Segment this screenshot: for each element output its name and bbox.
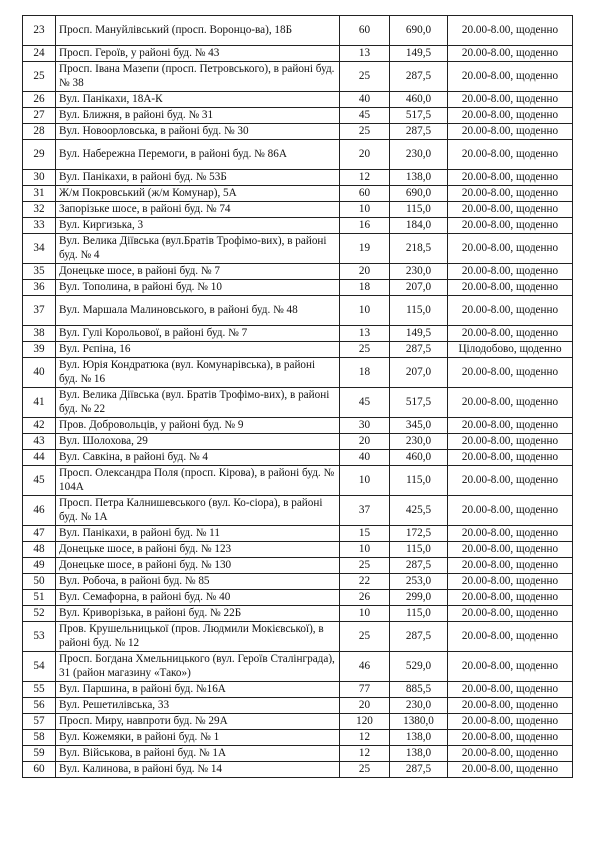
address-cell: Вул. Шолохова, 29: [56, 434, 340, 450]
table-row: [23, 730, 573, 746]
table-row: [23, 140, 573, 170]
table-row: [23, 264, 573, 280]
table-row: [23, 326, 573, 342]
row-number-cell: 43: [23, 434, 56, 450]
table-row: [23, 92, 573, 108]
address-cell: Вул. Савкіна, в районі буд. № 4: [56, 450, 340, 466]
table-row: [23, 434, 573, 450]
table-row: [23, 202, 573, 218]
hours-cell: 20.00-8.00, щоденно: [448, 434, 573, 450]
row-number-cell: 36: [23, 280, 56, 296]
hours-cell: 20.00-8.00, щоденно: [448, 606, 573, 622]
table-row: [23, 418, 573, 434]
address-cell: Вул. Маршала Малиновського, в районі буд. № 48: [56, 296, 340, 326]
row-number-cell: 30: [23, 170, 56, 186]
area-cell: 218,5: [390, 234, 448, 264]
area-cell: 138,0: [390, 730, 448, 746]
places-count-cell: 10: [340, 202, 390, 218]
row-number-cell: 41: [23, 388, 56, 418]
row-number-cell: 32: [23, 202, 56, 218]
address-cell: Вул. Семафорна, в районі буд. № 40: [56, 590, 340, 606]
area-cell: 115,0: [390, 466, 448, 496]
hours-cell: 20.00-8.00, щоденно: [448, 574, 573, 590]
address-cell: Вул. Паршина, в районі буд. №16А: [56, 682, 340, 698]
places-count-cell: 19: [340, 234, 390, 264]
row-number-cell: 60: [23, 762, 56, 778]
parking-locations-table: [22, 15, 573, 778]
row-number-cell: 56: [23, 698, 56, 714]
table-row: [23, 388, 573, 418]
address-cell: Вул. Рєпіна, 16: [56, 342, 340, 358]
hours-cell: 20.00-8.00, щоденно: [448, 218, 573, 234]
places-count-cell: 15: [340, 526, 390, 542]
table-row: [23, 342, 573, 358]
address-cell: Вул. Криворізька, в районі буд. № 22Б: [56, 606, 340, 622]
area-cell: 115,0: [390, 296, 448, 326]
hours-cell: 20.00-8.00, щоденно: [448, 558, 573, 574]
row-number-cell: 31: [23, 186, 56, 202]
address-cell: Вул. Решетилівська, 33: [56, 698, 340, 714]
address-cell: Просп. Миру, навпроти буд. № 29А: [56, 714, 340, 730]
places-count-cell: 10: [340, 296, 390, 326]
hours-cell: 20.00-8.00, щоденно: [448, 16, 573, 46]
table-row: [23, 622, 573, 652]
row-number-cell: 26: [23, 92, 56, 108]
places-count-cell: 45: [340, 388, 390, 418]
table-row: [23, 682, 573, 698]
hours-cell: 20.00-8.00, щоденно: [448, 730, 573, 746]
area-cell: 1380,0: [390, 714, 448, 730]
places-count-cell: 25: [340, 124, 390, 140]
places-count-cell: 40: [340, 450, 390, 466]
hours-cell: 20.00-8.00, щоденно: [448, 326, 573, 342]
area-cell: 690,0: [390, 16, 448, 46]
row-number-cell: 34: [23, 234, 56, 264]
area-cell: 287,5: [390, 124, 448, 140]
row-number-cell: 38: [23, 326, 56, 342]
area-cell: 230,0: [390, 140, 448, 170]
row-number-cell: 45: [23, 466, 56, 496]
address-cell: Вул. Набережна Перемоги, в районі буд. № 86А: [56, 140, 340, 170]
row-number-cell: 33: [23, 218, 56, 234]
hours-cell: 20.00-8.00, щоденно: [448, 280, 573, 296]
places-count-cell: 10: [340, 466, 390, 496]
table-row: [23, 16, 573, 46]
table-row: [23, 218, 573, 234]
area-cell: 184,0: [390, 218, 448, 234]
table-row: [23, 714, 573, 730]
hours-cell: 20.00-8.00, щоденно: [448, 170, 573, 186]
places-count-cell: 26: [340, 590, 390, 606]
hours-cell: 20.00-8.00, щоденно: [448, 418, 573, 434]
hours-cell: 20.00-8.00, щоденно: [448, 388, 573, 418]
area-cell: 172,5: [390, 526, 448, 542]
address-cell: Вул. Тополина, в районі буд. № 10: [56, 280, 340, 296]
table-row: [23, 526, 573, 542]
address-cell: Ж/м Покровський (ж/м Комунар), 5А: [56, 186, 340, 202]
table-row: [23, 170, 573, 186]
area-cell: 115,0: [390, 606, 448, 622]
area-cell: 885,5: [390, 682, 448, 698]
hours-cell: 20.00-8.00, щоденно: [448, 682, 573, 698]
row-number-cell: 57: [23, 714, 56, 730]
row-number-cell: 59: [23, 746, 56, 762]
address-cell: Пров. Крушельницької (пров. Людмили Мокієвської), в районі буд. № 12: [56, 622, 340, 652]
address-cell: Просп. Мануйлівський (просп. Воронцо-ва), 18Б: [56, 16, 340, 46]
area-cell: 287,5: [390, 62, 448, 92]
row-number-cell: 27: [23, 108, 56, 124]
area-cell: 207,0: [390, 280, 448, 296]
places-count-cell: 12: [340, 730, 390, 746]
area-cell: 115,0: [390, 542, 448, 558]
hours-cell: 20.00-8.00, щоденно: [448, 496, 573, 526]
row-number-cell: 50: [23, 574, 56, 590]
row-number-cell: 47: [23, 526, 56, 542]
table-row: [23, 108, 573, 124]
document-page: [22, 15, 572, 778]
table-row: [23, 450, 573, 466]
hours-cell: 20.00-8.00, щоденно: [448, 526, 573, 542]
hours-cell: 20.00-8.00, щоденно: [448, 186, 573, 202]
hours-cell: 20.00-8.00, щоденно: [448, 140, 573, 170]
address-cell: Вул. Панікахи, в районі буд. № 11: [56, 526, 340, 542]
row-number-cell: 23: [23, 16, 56, 46]
row-number-cell: 51: [23, 590, 56, 606]
address-cell: Вул. Юрія Кондратюка (вул. Комунарівська), в районі буд. № 16: [56, 358, 340, 388]
area-cell: 517,5: [390, 108, 448, 124]
area-cell: 287,5: [390, 558, 448, 574]
places-count-cell: 60: [340, 186, 390, 202]
row-number-cell: 58: [23, 730, 56, 746]
places-count-cell: 45: [340, 108, 390, 124]
hours-cell: 20.00-8.00, щоденно: [448, 698, 573, 714]
places-count-cell: 10: [340, 606, 390, 622]
area-cell: 460,0: [390, 92, 448, 108]
address-cell: Просп. Петра Калнишевського (вул. Ко-сіора), в районі буд. № 1А: [56, 496, 340, 526]
row-number-cell: 42: [23, 418, 56, 434]
row-number-cell: 29: [23, 140, 56, 170]
address-cell: Донецьке шосе, в районі буд. № 7: [56, 264, 340, 280]
places-count-cell: 16: [340, 218, 390, 234]
places-count-cell: 40: [340, 92, 390, 108]
area-cell: 529,0: [390, 652, 448, 682]
row-number-cell: 46: [23, 496, 56, 526]
area-cell: 138,0: [390, 746, 448, 762]
address-cell: Вул. Робоча, в районі буд. № 85: [56, 574, 340, 590]
table-row: [23, 186, 573, 202]
hours-cell: 20.00-8.00, щоденно: [448, 466, 573, 496]
table-row: [23, 234, 573, 264]
area-cell: 517,5: [390, 388, 448, 418]
area-cell: 299,0: [390, 590, 448, 606]
address-cell: Просп. Богдана Хмельницького (вул. Героїв Сталінграда), 31 (район магазину «Тако»): [56, 652, 340, 682]
hours-cell: 20.00-8.00, щоденно: [448, 108, 573, 124]
table-row: [23, 46, 573, 62]
hours-cell: 20.00-8.00, щоденно: [448, 542, 573, 558]
table-row: [23, 698, 573, 714]
hours-cell: Цілодобово, щоденно: [448, 342, 573, 358]
places-count-cell: 20: [340, 140, 390, 170]
area-cell: 149,5: [390, 46, 448, 62]
address-cell: Донецьке шосе, в районі буд. № 123: [56, 542, 340, 558]
hours-cell: 20.00-8.00, щоденно: [448, 62, 573, 92]
row-number-cell: 48: [23, 542, 56, 558]
table-row: [23, 762, 573, 778]
area-cell: 425,5: [390, 496, 448, 526]
places-count-cell: 46: [340, 652, 390, 682]
hours-cell: 20.00-8.00, щоденно: [448, 450, 573, 466]
area-cell: 690,0: [390, 186, 448, 202]
row-number-cell: 55: [23, 682, 56, 698]
row-number-cell: 40: [23, 358, 56, 388]
area-cell: 230,0: [390, 264, 448, 280]
hours-cell: 20.00-8.00, щоденно: [448, 46, 573, 62]
address-cell: Вул. Ближня, в районі буд. № 31: [56, 108, 340, 124]
places-count-cell: 12: [340, 746, 390, 762]
table-row: [23, 746, 573, 762]
area-cell: 149,5: [390, 326, 448, 342]
address-cell: Вул. Киргизька, 3: [56, 218, 340, 234]
address-cell: Вул. Панікахи, в районі буд. № 53Б: [56, 170, 340, 186]
table-row: [23, 542, 573, 558]
address-cell: Вул. Велика Діївська (вул.Братів Трофімо-вих), в районі буд. № 4: [56, 234, 340, 264]
row-number-cell: 54: [23, 652, 56, 682]
places-count-cell: 22: [340, 574, 390, 590]
table-row: [23, 652, 573, 682]
area-cell: 115,0: [390, 202, 448, 218]
places-count-cell: 13: [340, 46, 390, 62]
table-row: [23, 62, 573, 92]
area-cell: 207,0: [390, 358, 448, 388]
address-cell: Донецьке шосе, в районі буд. № 130: [56, 558, 340, 574]
table-row: [23, 466, 573, 496]
table-row: [23, 296, 573, 326]
places-count-cell: 12: [340, 170, 390, 186]
address-cell: Пров. Добровольців, у районі буд. № 9: [56, 418, 340, 434]
places-count-cell: 20: [340, 264, 390, 280]
area-cell: 230,0: [390, 698, 448, 714]
address-cell: Просп. Героїв, у районі буд. № 43: [56, 46, 340, 62]
hours-cell: 20.00-8.00, щоденно: [448, 714, 573, 730]
row-number-cell: 49: [23, 558, 56, 574]
row-number-cell: 53: [23, 622, 56, 652]
hours-cell: 20.00-8.00, щоденно: [448, 264, 573, 280]
row-number-cell: 28: [23, 124, 56, 140]
hours-cell: 20.00-8.00, щоденно: [448, 762, 573, 778]
table-row: [23, 606, 573, 622]
table-row: [23, 358, 573, 388]
places-count-cell: 25: [340, 762, 390, 778]
hours-cell: 20.00-8.00, щоденно: [448, 124, 573, 140]
hours-cell: 20.00-8.00, щоденно: [448, 746, 573, 762]
hours-cell: 20.00-8.00, щоденно: [448, 652, 573, 682]
places-count-cell: 120: [340, 714, 390, 730]
area-cell: 287,5: [390, 342, 448, 358]
places-count-cell: 13: [340, 326, 390, 342]
area-cell: 460,0: [390, 450, 448, 466]
hours-cell: 20.00-8.00, щоденно: [448, 590, 573, 606]
places-count-cell: 25: [340, 622, 390, 652]
area-cell: 230,0: [390, 434, 448, 450]
table-row: [23, 590, 573, 606]
table-row: [23, 558, 573, 574]
table-row: [23, 124, 573, 140]
places-count-cell: 60: [340, 16, 390, 46]
row-number-cell: 39: [23, 342, 56, 358]
hours-cell: 20.00-8.00, щоденно: [448, 234, 573, 264]
address-cell: Запорізьке шосе, в районі буд. № 74: [56, 202, 340, 218]
places-count-cell: 25: [340, 62, 390, 92]
address-cell: Вул. Новоорловська, в районі буд. № 30: [56, 124, 340, 140]
row-number-cell: 25: [23, 62, 56, 92]
table-body: [23, 16, 573, 778]
places-count-cell: 20: [340, 434, 390, 450]
address-cell: Вул. Кожемяки, в районі буд. № 1: [56, 730, 340, 746]
address-cell: Вул. Велика Діївська (вул. Братів Трофімо-вих), в районі буд. № 22: [56, 388, 340, 418]
area-cell: 253,0: [390, 574, 448, 590]
area-cell: 345,0: [390, 418, 448, 434]
hours-cell: 20.00-8.00, щоденно: [448, 202, 573, 218]
hours-cell: 20.00-8.00, щоденно: [448, 296, 573, 326]
hours-cell: 20.00-8.00, щоденно: [448, 92, 573, 108]
places-count-cell: 25: [340, 342, 390, 358]
table-row: [23, 496, 573, 526]
row-number-cell: 52: [23, 606, 56, 622]
row-number-cell: 24: [23, 46, 56, 62]
places-count-cell: 10: [340, 542, 390, 558]
places-count-cell: 37: [340, 496, 390, 526]
hours-cell: 20.00-8.00, щоденно: [448, 358, 573, 388]
table-row: [23, 280, 573, 296]
places-count-cell: 25: [340, 558, 390, 574]
address-cell: Вул. Гулі Корольової, в районі буд. № 7: [56, 326, 340, 342]
area-cell: 287,5: [390, 622, 448, 652]
row-number-cell: 37: [23, 296, 56, 326]
places-count-cell: 18: [340, 280, 390, 296]
places-count-cell: 77: [340, 682, 390, 698]
row-number-cell: 35: [23, 264, 56, 280]
area-cell: 287,5: [390, 762, 448, 778]
area-cell: 138,0: [390, 170, 448, 186]
address-cell: Вул. Калинова, в районі буд. № 14: [56, 762, 340, 778]
row-number-cell: 44: [23, 450, 56, 466]
address-cell: Вул. Військова, в районі буд. № 1А: [56, 746, 340, 762]
address-cell: Вул. Панікахи, 18А-К: [56, 92, 340, 108]
address-cell: Просп. Івана Мазепи (просп. Петровського), в районі буд. № 38: [56, 62, 340, 92]
places-count-cell: 30: [340, 418, 390, 434]
places-count-cell: 18: [340, 358, 390, 388]
places-count-cell: 20: [340, 698, 390, 714]
address-cell: Просп. Олександра Поля (просп. Кірова), в районі буд. № 104А: [56, 466, 340, 496]
table-row: [23, 574, 573, 590]
hours-cell: 20.00-8.00, щоденно: [448, 622, 573, 652]
